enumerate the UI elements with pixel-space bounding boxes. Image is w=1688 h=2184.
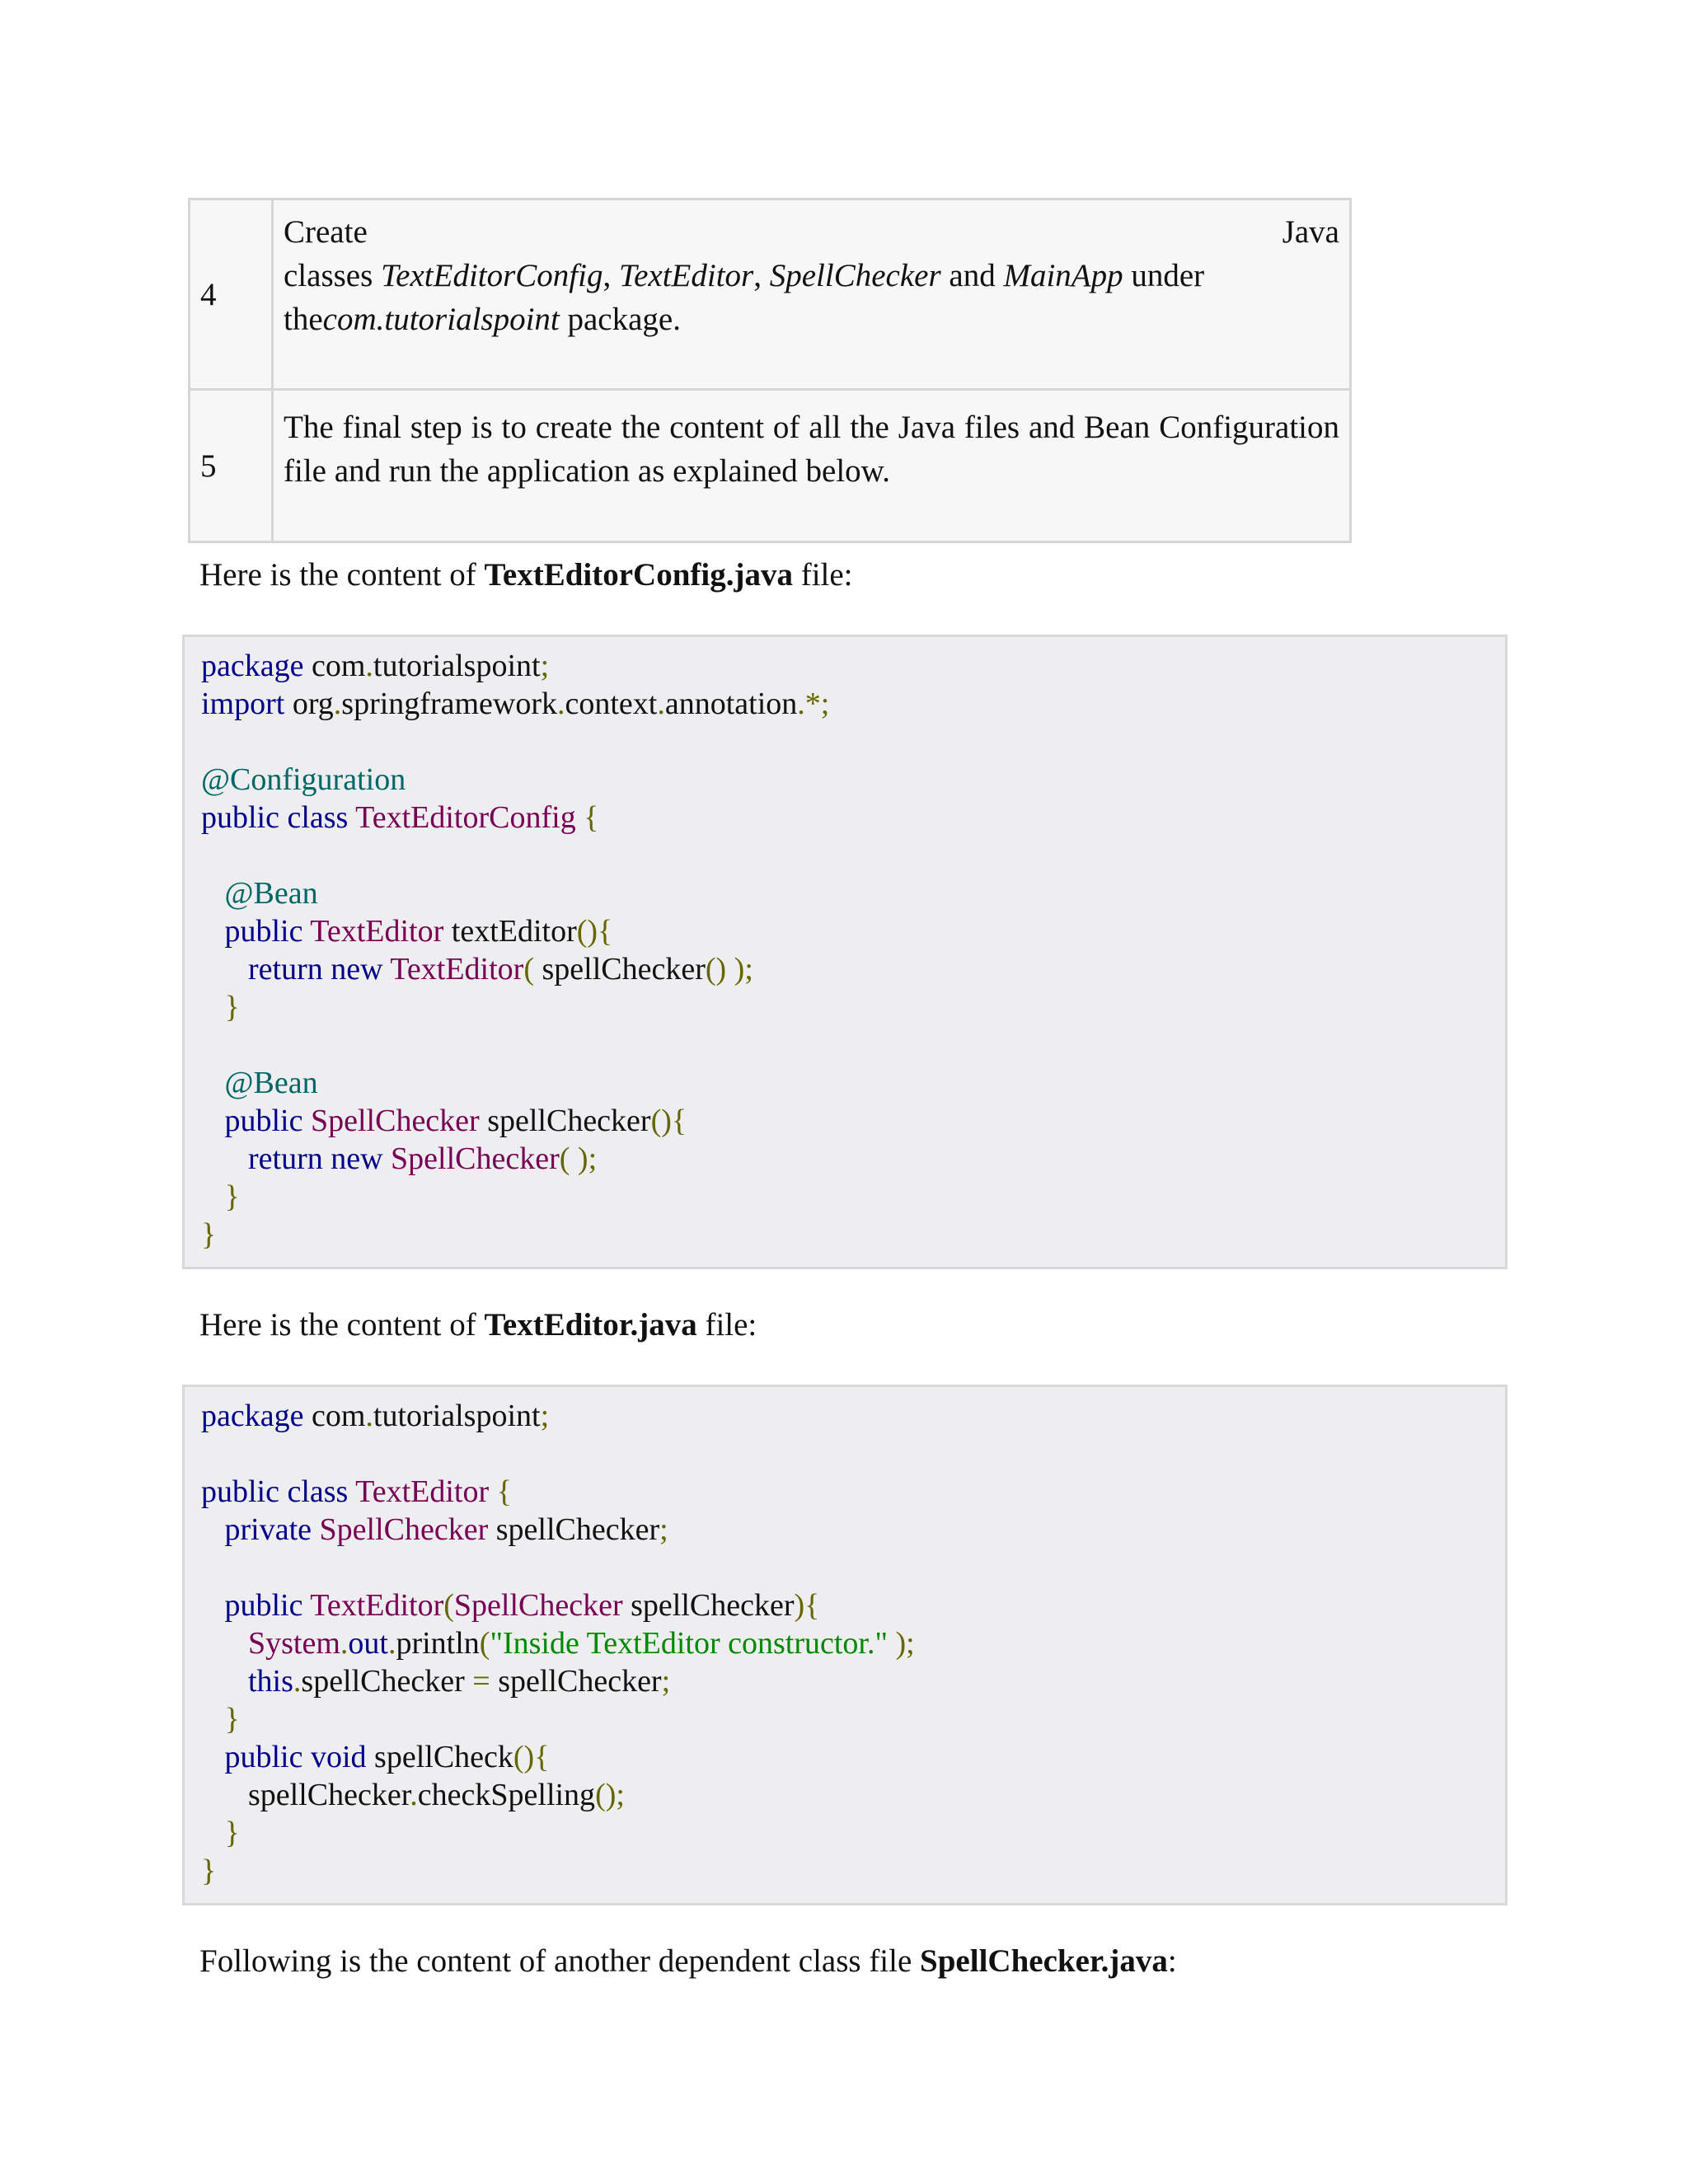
code-listing [185, 1387, 1505, 1900]
steps-table [188, 198, 1352, 543]
class-name: SpellChecker [769, 258, 941, 293]
code-token: public class [201, 800, 356, 835]
code-line [201, 800, 598, 835]
code-line [201, 914, 612, 949]
code-line [201, 762, 406, 797]
code-token: ; [661, 1664, 671, 1699]
step-row-4 [190, 199, 1351, 390]
intro-prefix: Here is the content of [199, 1307, 485, 1343]
code-token: . [387, 1626, 396, 1661]
code-token: SpellChecker [310, 1104, 480, 1138]
code-token: () ); [705, 952, 753, 987]
code-token [201, 1512, 225, 1547]
code-line [201, 1474, 512, 1509]
code-token: spellChecker [201, 1778, 410, 1812]
intro-text-config [199, 555, 853, 596]
code-token [201, 1702, 225, 1736]
code-token [201, 1626, 248, 1661]
code-token: . [340, 1626, 349, 1661]
intro-text-editor [199, 1305, 757, 1346]
code-line [201, 1626, 915, 1661]
code-line [201, 1179, 240, 1214]
code-token: spellCheck [374, 1740, 513, 1774]
code-token: context [565, 687, 658, 721]
code-token: } [224, 1816, 240, 1850]
code-token [201, 1066, 225, 1100]
code-token: annotation [664, 687, 798, 721]
code-token: package [201, 649, 304, 683]
code-token: @Bean [224, 876, 318, 911]
code-token: import [201, 687, 285, 721]
code-token: com [303, 649, 366, 683]
step-text: , [753, 258, 770, 293]
code-line [201, 1816, 240, 1850]
code-token [201, 914, 225, 949]
code-line [201, 1104, 687, 1138]
code-token: return new [248, 952, 391, 987]
code-line [201, 1217, 216, 1252]
step-text: package. [559, 302, 681, 337]
intro-prefix: Following is the content of another dependent class file [199, 1943, 921, 1979]
code-token: ; [540, 649, 550, 683]
code-line [201, 1141, 597, 1176]
step-text: classes [284, 258, 382, 293]
code-token: } [201, 1217, 217, 1252]
code-token: { [489, 1474, 512, 1509]
code-token: } [201, 1854, 217, 1888]
step-number: 5 [190, 390, 273, 542]
code-token: org [284, 687, 334, 721]
code-token [201, 1104, 225, 1138]
code-token: SpellChecker [453, 1588, 623, 1623]
step-text: Java [1282, 214, 1339, 250]
code-token: (){ [513, 1740, 550, 1774]
code-line [201, 687, 829, 721]
code-token [201, 952, 248, 987]
file-name: TextEditor.java [484, 1307, 697, 1343]
code-token: spellChecker [622, 1588, 795, 1623]
code-line [201, 876, 318, 911]
code-token: TextEditorConfig [355, 800, 576, 835]
code-token: ){ [794, 1588, 820, 1623]
code-token: ( ); [559, 1141, 598, 1176]
step-description [273, 199, 1351, 390]
code-line [201, 1778, 625, 1812]
step-text: Create [284, 214, 368, 250]
step-number: 4 [190, 199, 273, 390]
code-token: springframework [341, 687, 557, 721]
code-token: ; [659, 1512, 668, 1547]
code-token: . [293, 1664, 302, 1699]
step-text: and [940, 258, 1004, 293]
code-token [201, 1664, 248, 1699]
code-line [201, 1066, 318, 1100]
code-token [201, 1141, 248, 1176]
step-row-5 [190, 390, 1351, 542]
code-token: SpellChecker [391, 1141, 560, 1176]
code-token: . [557, 687, 565, 721]
step-description: The final step is to create the content of all the Java files and Bean Configuration file and run the application as explained below. [273, 390, 1351, 542]
intro-suffix: : [1167, 1943, 1177, 1979]
code-token: spellChecker [488, 1512, 660, 1547]
code-token: ( [443, 1588, 454, 1623]
code-token [201, 990, 225, 1024]
code-token: . [365, 1399, 373, 1433]
code-token: private [224, 1512, 320, 1547]
code-token: spellChecker [533, 952, 706, 987]
code-token: . [365, 649, 373, 683]
code-token: @Bean [224, 1066, 318, 1100]
code-token [201, 1740, 225, 1774]
code-token: } [224, 1702, 240, 1736]
code-token: { [575, 800, 599, 835]
code-token: package [201, 1399, 304, 1433]
code-token: @Configuration [201, 762, 406, 797]
code-token: println [396, 1626, 480, 1661]
code-line [201, 1399, 549, 1433]
code-line [201, 1854, 216, 1888]
step-text: , [603, 258, 619, 293]
code-line [201, 1664, 670, 1699]
code-block-text-editor [182, 1385, 1507, 1905]
code-block-text-editor-config [182, 635, 1507, 1269]
class-name: TextEditor [618, 258, 754, 293]
code-token: textEditor [443, 914, 577, 949]
intro-suffix: file: [792, 557, 853, 593]
code-token: spellChecker [490, 1664, 662, 1699]
code-token: . [657, 687, 665, 721]
code-token: public void [224, 1740, 375, 1774]
code-token: public [224, 1588, 311, 1623]
code-token: checkSpelling [417, 1778, 596, 1812]
file-name: TextEditorConfig.java [484, 557, 793, 593]
code-token [201, 876, 225, 911]
code-token: tutorialspoint [373, 1399, 541, 1433]
code-token: out [348, 1626, 388, 1661]
code-token: TextEditor [310, 914, 444, 949]
code-token: com [303, 1399, 366, 1433]
class-name: MainApp [1003, 258, 1123, 293]
code-line [201, 990, 240, 1024]
code-line [201, 1512, 668, 1547]
code-token [201, 1179, 225, 1214]
intro-prefix: Here is the content of [199, 557, 485, 593]
code-token: public [224, 1104, 311, 1138]
code-token: public [224, 914, 311, 949]
code-token: TextEditor [390, 952, 524, 987]
code-line [201, 1740, 549, 1774]
code-line [201, 1702, 240, 1736]
code-listing [185, 637, 1505, 1263]
code-token: this [248, 1664, 293, 1699]
code-token: SpellChecker [319, 1512, 489, 1547]
code-token: spellChecker [479, 1104, 651, 1138]
code-token [201, 1588, 225, 1623]
code-token: } [224, 990, 240, 1024]
code-token: = [472, 1664, 490, 1699]
code-token: ( [523, 952, 534, 987]
code-token: TextEditor [310, 1588, 444, 1623]
code-line [201, 649, 549, 683]
file-name: SpellChecker.java [920, 1943, 1168, 1979]
code-token: ; [540, 1399, 550, 1433]
code-token: } [224, 1179, 240, 1214]
code-token: return new [248, 1141, 392, 1176]
code-token: ( [479, 1626, 490, 1661]
code-token: TextEditor [355, 1474, 490, 1509]
code-token: "Inside TextEditor constructor." [490, 1626, 888, 1661]
code-token: .*; [797, 687, 830, 721]
class-name: TextEditorConfig [381, 258, 603, 293]
code-line [201, 1588, 819, 1623]
code-token: . [333, 687, 342, 721]
code-token [201, 1816, 225, 1850]
code-token: (); [595, 1778, 625, 1812]
code-token: . [410, 1778, 418, 1812]
code-token: ); [887, 1626, 915, 1661]
code-token: tutorialspoint [373, 649, 541, 683]
code-token: (){ [650, 1104, 687, 1138]
package-name: com.tutorialspoint [322, 302, 560, 337]
code-token: spellChecker [301, 1664, 473, 1699]
code-token: (){ [576, 914, 613, 949]
code-token: public class [201, 1474, 356, 1509]
intro-text-spell-checker [199, 1941, 1177, 1982]
step-text: under [1123, 258, 1205, 293]
step-text: the [284, 302, 323, 337]
intro-suffix: file: [696, 1307, 757, 1343]
code-line [201, 952, 753, 987]
code-token: System [248, 1626, 340, 1661]
